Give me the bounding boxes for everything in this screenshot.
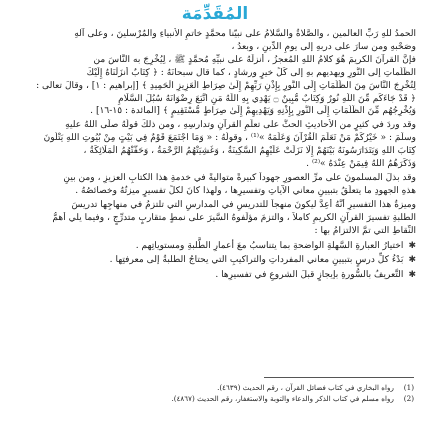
footnote [16,393,414,404]
footnote [16,382,414,393]
bullet-icon: ✱ [408,255,416,266]
text-line: الظُّلُماتِ إلى النُّورِ ويهديهم بهِ إلى كُلِّ خيرٍ ورشادٍ ، كما قال سبحانَهُ : ﴿ كِتَابٌ أَنزَلْنَاهُ إِلَيْكَ [86,67,416,78]
list-item [14,269,416,282]
text-line: فإنَّ القرآنَ الكريمَ هُوَ كلامُ اللهِ المُعجزُ ، أنزلَهُ على نبيِّهِ مُحمَّدٍ ﷺ ، لِيُخْرِجَ به النَّاسَ من [93,54,416,65]
verse-line: ﴿ قَدْ جَاءَكُم مِّنَ اللَّهِ نُورٌ وَكِتَابٌ مُّبِينٌ ۝ يَهْدِي بِهِ اللَّهُ مَنِ اتَّبَعَ رِضْوَانَهُ سُبُلَ السَّلَامِ [118,93,416,104]
text-line: الطلبةِ تفسيرَ القرآنِ الكريمِ كاملاً ، والتزمَ مؤلِّفوهُ السَّيرَ على نمطٍ متقاربٍ متدرِّجٍ ، وفيما يلي أهمُّ [52,212,416,223]
footnote-number: (2) [403,394,414,403]
text-line: وسلَّمَ : « خَيْرُكُمْ مَنْ تَعَلَّمَ الْقُرْآنَ وَعَلَّمَهُ »⁽¹⁾ ، وقولُهُ : « وَمَا اجْتَمَعَ قَوْمٌ فِي بَيْتٍ مِنْ بُيُوتِ اللهِ يَتْلُونَ [43,133,416,144]
text-line: هذهِ الجهودِ ما يتعلَّقُ بتبيينِ معاني الآياتِ وتفسيرِها ، ولهذا كانَ لكلِّ تفسيرٍ ميزتُهُ وخصائصُهُ . [75,185,416,196]
list-item [14,240,416,253]
intro-paragraph [14,28,416,118]
features-list [14,240,416,283]
hadith-paragraph [14,119,416,171]
footnote-text: رواه البخاري في كتاب فضائل القرآن ، رقم الحديث (٤٦٣٩). [217,383,394,392]
list-item-text: التَّعريفُ بالسُّورةِ بإيجازٍ قبلَ الشروعِ في تفسيرِها . [215,270,404,281]
main-text [14,28,416,284]
text-line: وقد وردَ في كثيرٍ من الأحاديثِ الحثُّ على تعلُّمِ القرآنِ وتدارسِهِ ، ومن ذلكَ قولُهُ صلّى اللهُ عليهِ [65,120,416,131]
text-line: وقد بذلَ المسلمونَ على مرِّ العصورِ جهوداً كبيرةً متواليةً في خدمةِ هذا الكتابِ العزيزِ ، ومن بينِ [63,172,416,183]
efforts-paragraph [14,172,416,198]
text-line: وَذَكَرَهُمُ اللهُ فِيمَنْ عِنْدَهُ »⁽²⁾ . [306,159,416,170]
list-item-text: اختيارُ العبارةِ السَّهلةِ الواضحةِ بما يتناسبُ معَ أعمارِ الطَّلبةِ ومستوياتِهم . [135,240,404,251]
text-line: وميزةُ هذا التفسيرِ أنَّهُ أُعِدَّ ليكونَ منهجاً للتدريسِ في المدارسِ التي تلتزمُ في منهاجِها تدريسَ [71,199,416,210]
text-line: وصَحْبهِ ومن سارَ على دربهِ إلى يومِ الدِّينِ ، وبعدُ ، [231,41,416,52]
features-paragraph [14,199,416,238]
list-item-text: بَدْءُ كلِّ درسٍ بتبيينِ معاني المفرداتِ والتراكيبِ التي يحتاجُ الطلبةُ إلى معرفتِها . [109,255,404,266]
verse-line: وَيُخْرِجُهُم مِّنَ الظُّلُمَاتِ إِلَى النُّورِ بِإِذْنِهِ وَيَهْدِيهِمْ إِلَىٰ صِرَاطٍ مُّسْتَقِيمٍ ﴾ [المائدة : ١٥-١٦] . [90,106,416,117]
list-item [14,254,416,267]
text-line: النِّقاطِ التي تمَّ الالتزامُ بها : [314,225,416,236]
footnote-number: (1) [403,383,414,392]
verse-line: لِتُخْرِجَ النَّاسَ مِنَ الظُّلُمَاتِ إِلَى النُّورِ بِإِذْنِ رَبِّهِمْ إِلَىٰ صِرَاطِ الْعَزِيزِ الْحَمِيدِ ﴾ [إبراهيم : ١] ، وقالَ تعالى : [36,80,416,91]
text-line: الحمدُ للهِ رَبِّ العالمين ، والصَّلاةُ والسَّلامُ على نبيّنا محمَّدٍ خاتمِ الأنبياءِ والمُرْسلينَ ، وعلى آلهِ [74,29,416,39]
footnotes [16,382,414,404]
footnote-text: رواه مسلم في كتاب الذكر والدعاء والتوبة والاستغفار، رقم الحديث (٤٨٦٧). [171,394,394,403]
bullet-icon: ✱ [408,240,416,251]
page-title: المُقَدِّمَة [181,4,249,24]
footnote-divider [264,377,414,378]
bullet-icon: ✱ [408,270,416,281]
text-line: كِتَابَ اللهِ وَيَتَدَارَسُونَهُ بَيْنَهُمْ إِلَّا نَزَلَتْ عَلَيْهِمُ السَّكِينَةُ ، وَغَشِيَتْهُمُ الرَّحْمَةُ ، وَحَفَّتْهُمُ الْمَلَائِكَةُ ، [83,146,416,157]
